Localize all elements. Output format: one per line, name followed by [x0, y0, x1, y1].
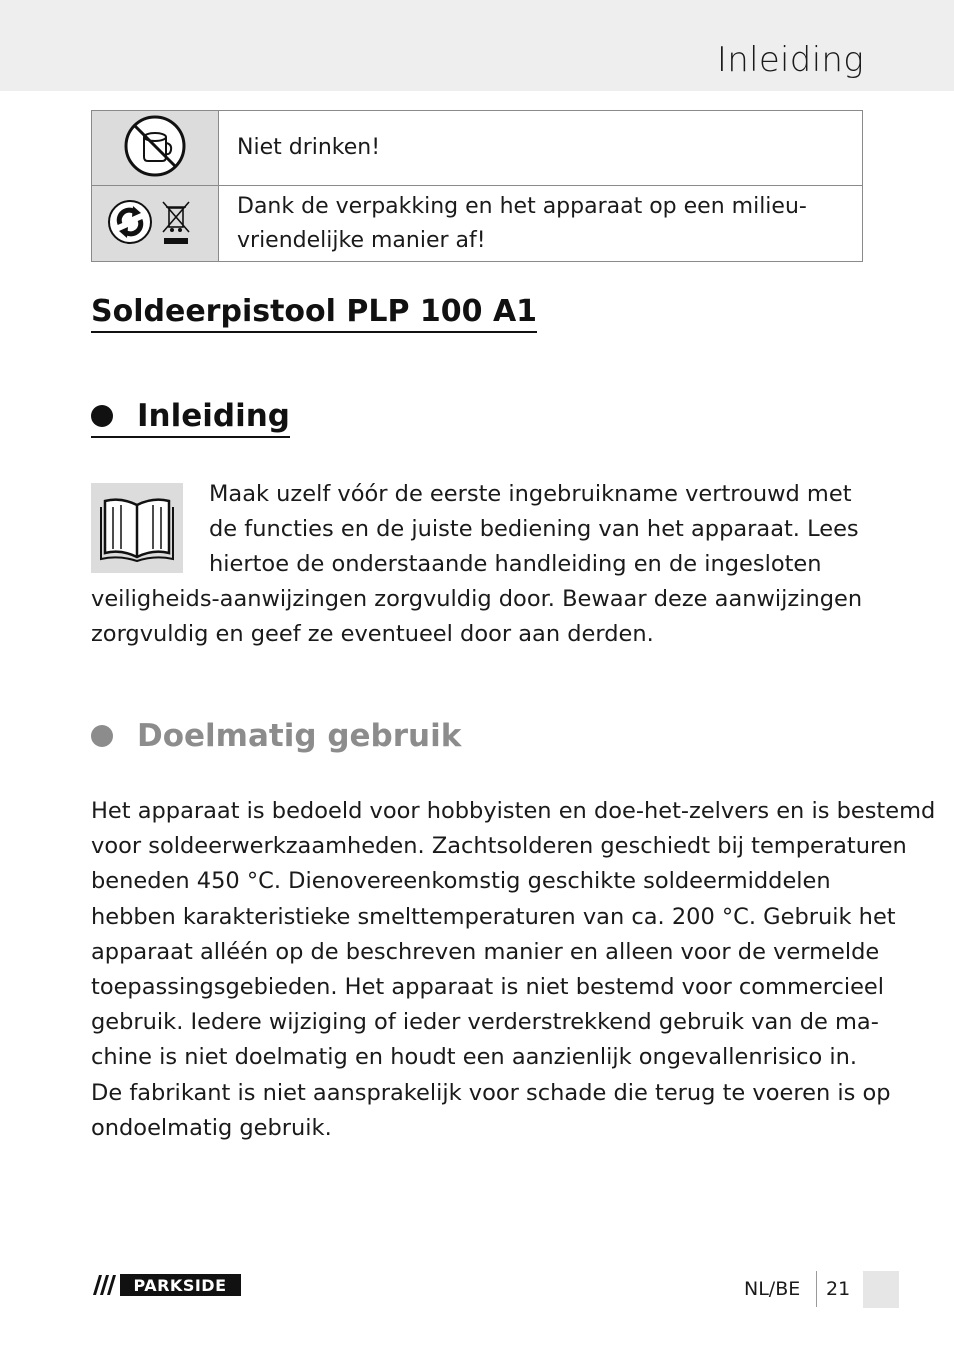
section-heading-text: Inleiding: [137, 398, 290, 434]
text-line: Maak uzelf vóór de eerste ingebruikname vertrouwd met: [209, 481, 852, 507]
footer-locale: NL/BE: [744, 1278, 801, 1300]
intended-use-paragraph: [91, 794, 935, 1146]
text-line: veiligheids-aanwijzingen zorgvuldig door. Bewaar deze aanwijzingen: [91, 586, 863, 612]
section-heading-intended-use: [91, 718, 461, 754]
intro-paragraph: [209, 477, 859, 583]
symbol-description: [219, 186, 863, 262]
page-edge-tab: [863, 1271, 899, 1308]
bullet-icon: [91, 405, 113, 427]
intro-paragraph-continued: [91, 582, 862, 652]
text-line: chine is niet doelmatig en houdt een aanzienlijk ongevallenrisico in.: [91, 1044, 858, 1071]
table-row: [92, 111, 863, 186]
symbol-description: [219, 111, 863, 186]
text-line: Het apparaat is bedoeld voor hobbyisten en doe-het-zelvers en is bestemd: [91, 798, 936, 824]
symbol-text-line: vriendelijke manier af!: [237, 227, 486, 253]
manual-book-icon: [91, 483, 183, 573]
section-heading-intro: [91, 398, 290, 438]
no-drinking-icon: [122, 113, 188, 179]
text-line: ondoelmatig gebruik.: [91, 1114, 332, 1141]
symbol-cell: [92, 111, 219, 186]
text-line: gebruik. Iedere wijziging of ieder verderstrekkend gebruik van de ma-: [91, 1009, 879, 1036]
table-row: [92, 186, 863, 262]
symbol-text-line: Niet drinken!: [237, 135, 381, 160]
text-line: toepassingsgebieden. Het apparaat is niet bestemd voor commercieel: [91, 974, 885, 1001]
symbol-cell: [92, 186, 219, 262]
section-heading-text: Doelmatig gebruik: [137, 718, 462, 754]
symbol-text-line: Dank de verpakking en het apparaat op een milieu-: [237, 193, 807, 219]
text-line: De fabrikant is niet aansprakelijk voor schade die terug te voeren is op: [91, 1079, 891, 1106]
text-line: apparaat alléén op de beschreven manier en alleen voor de vermelde: [91, 938, 880, 965]
page-number: 21: [826, 1278, 851, 1300]
footer-divider: [816, 1271, 817, 1307]
parkside-logo: [91, 1273, 243, 1301]
symbols-table: [91, 110, 863, 262]
text-line: voor soldeerwerkzaamheden. Zachtsolderen geschiedt bij temperaturen: [91, 833, 907, 860]
text-line: hebben karakteristieke smelttemperaturen van ca. 200 °C. Gebruik het: [91, 903, 896, 930]
brand-name: PARKSIDE: [133, 1276, 227, 1295]
page-header-title: Inleiding: [716, 40, 864, 80]
text-line: zorgvuldig en geef ze eventueel door aan derden.: [91, 621, 654, 648]
manual-book-icon-box: [91, 483, 183, 573]
text-line: hiertoe de onderstaande handleiding en de ingesloten: [209, 551, 822, 578]
recycling-weee-icon: [107, 194, 203, 250]
product-title: Soldeerpistool PLP 100 A1: [91, 294, 537, 333]
bullet-icon: [91, 725, 113, 747]
text-line: de functies en de juiste bediening van het apparaat. Lees: [209, 516, 859, 543]
text-line: beneden 450 °C. Dienovereenkomstig geschikte soldeermiddelen: [91, 868, 831, 895]
